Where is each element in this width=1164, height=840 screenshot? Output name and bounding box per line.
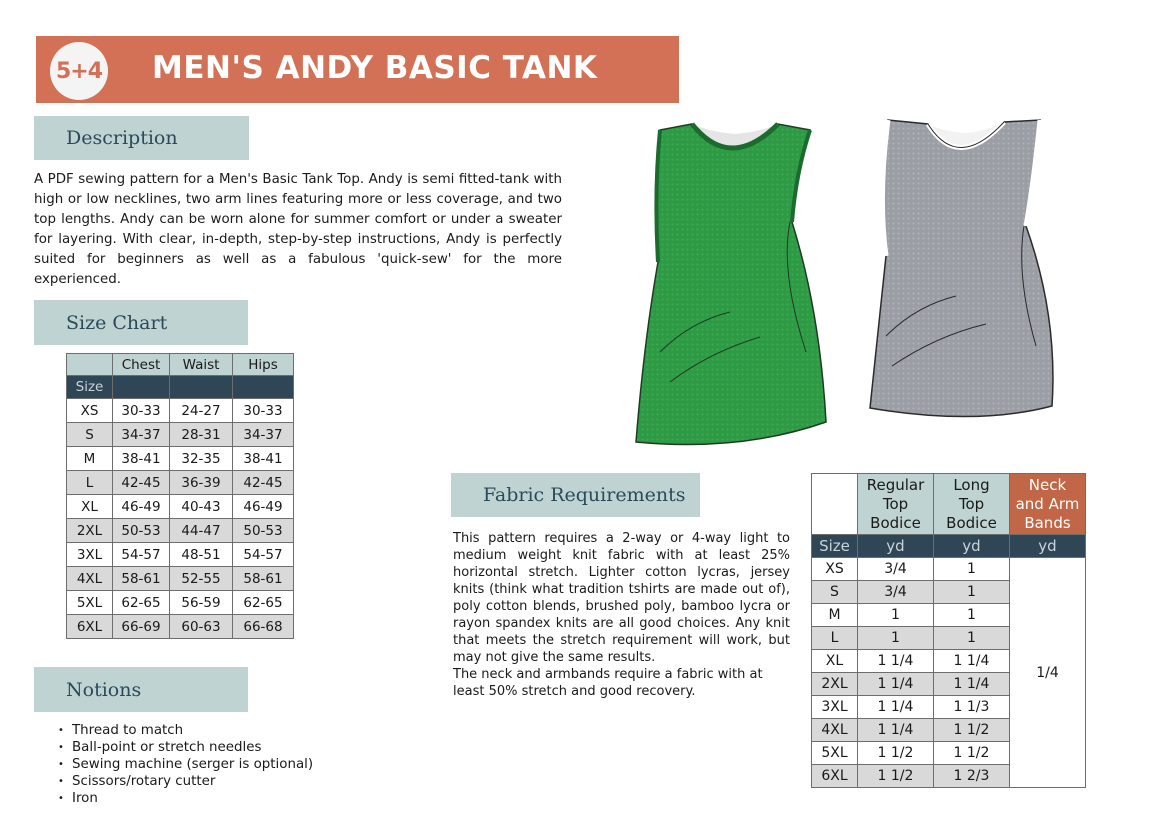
unit-label: yd (858, 535, 934, 558)
table-row (812, 558, 1086, 581)
table-row (67, 423, 294, 447)
waist-cell: 44-47 (170, 519, 233, 543)
unit-label: yd (934, 535, 1010, 558)
green-tank-illustration (630, 112, 830, 448)
regular-cell: 3/4 (858, 558, 934, 581)
table-row (67, 591, 294, 615)
chest-cell: 58-61 (113, 567, 170, 591)
long-cell: 1 1/2 (934, 719, 1010, 742)
waist-cell: 60-63 (170, 615, 233, 639)
hips-cell: 50-53 (233, 519, 294, 543)
table-row (67, 399, 294, 423)
hips-cell: 30-33 (233, 399, 294, 423)
fabric-requirements-heading: Fabric Requirements (451, 473, 700, 517)
header-line: Bands (1024, 513, 1071, 532)
regular-cell: 1 (858, 627, 934, 650)
regular-cell: 1 1/4 (858, 650, 934, 673)
unit-row (812, 535, 1086, 558)
table-row (67, 567, 294, 591)
logo-text: 5+4 (55, 58, 103, 84)
table-row (67, 543, 294, 567)
page-title: MEN'S ANDY BASIC TANK (152, 50, 598, 86)
list-item: • Thread to match (56, 722, 313, 739)
table-row (67, 495, 294, 519)
long-cell: 1 1/2 (934, 742, 1010, 765)
waist-cell: 32-35 (170, 447, 233, 471)
header-line: Top (882, 494, 909, 513)
waist-cell: 40-43 (170, 495, 233, 519)
size-chart-table (66, 353, 294, 639)
hips-cell: 62-65 (233, 591, 294, 615)
fabric-paragraph: This pattern requires a 2-way or 4-way light to medium weight knit fabric with at least 25% horizontal stretch. Lighter cotton lycras, jersey knits (think what tradition tshirts are made out of), poly cotton blends, brushed poly, bamboo lycra or rayon spandex knits are all good choices. Any knit that meets the stretch requirement will work, but may not give the same results. (453, 531, 790, 665)
description-heading: Description (34, 116, 249, 160)
long-cell: 1 1/4 (934, 650, 1010, 673)
regular-cell: 1 1/4 (858, 673, 934, 696)
size-label: Size (67, 376, 113, 399)
size-cell: M (812, 604, 858, 627)
column-header: Hips (233, 354, 294, 376)
waist-cell: 36-39 (170, 471, 233, 495)
table-row (67, 447, 294, 471)
size-cell: L (67, 471, 113, 495)
header-line: Long (953, 475, 990, 494)
size-cell: 4XL (67, 567, 113, 591)
table-header-row (67, 354, 294, 376)
long-cell: 1 (934, 558, 1010, 581)
long-cell: 1 (934, 627, 1010, 650)
waist-cell: 56-59 (170, 591, 233, 615)
list-item: • Ball-point or stretch needles (56, 739, 313, 756)
chest-cell: 30-33 (113, 399, 170, 423)
regular-cell: 1 1/2 (858, 742, 934, 765)
description-text-block (34, 170, 562, 290)
table-cell (67, 354, 113, 376)
waist-cell: 48-51 (170, 543, 233, 567)
size-cell: 5XL (67, 591, 113, 615)
long-cell: 1 (934, 581, 1010, 604)
hips-cell: 38-41 (233, 447, 294, 471)
size-cell: XS (67, 399, 113, 423)
size-cell: XL (812, 650, 858, 673)
chest-cell: 66-69 (113, 615, 170, 639)
size-cell: 6XL (67, 615, 113, 639)
chest-cell: 50-53 (113, 519, 170, 543)
hips-cell: 34-37 (233, 423, 294, 447)
grey-tank-illustration (866, 116, 1066, 424)
long-cell: 1 1/3 (934, 696, 1010, 719)
header-line: Neck (1028, 475, 1067, 494)
size-cell: 2XL (67, 519, 113, 543)
fabric-paragraph: The neck and armbands require a fabric with at least 50% stretch and good recovery. (453, 667, 763, 699)
size-cell: L (812, 627, 858, 650)
size-cell: 4XL (812, 719, 858, 742)
size-cell: XS (812, 558, 858, 581)
long-top-header (934, 474, 1010, 535)
regular-cell: 1 1/4 (858, 696, 934, 719)
hips-cell: 42-45 (233, 471, 294, 495)
regular-cell: 1 1/2 (858, 765, 934, 788)
regular-cell: 3/4 (858, 581, 934, 604)
header-line: and Arm (1015, 494, 1080, 513)
tank-body (870, 120, 1053, 417)
bands-header (1010, 474, 1086, 535)
column-header: Chest (113, 354, 170, 376)
long-cell: 1 1/4 (934, 673, 1010, 696)
table-row (67, 615, 294, 639)
size-chart-heading: Size Chart (34, 300, 248, 345)
chest-cell: 34-37 (113, 423, 170, 447)
chest-cell: 62-65 (113, 591, 170, 615)
header-line: Top (958, 494, 985, 513)
waist-cell: 24-27 (170, 399, 233, 423)
chest-cell: 46-49 (113, 495, 170, 519)
size-cell: XL (67, 495, 113, 519)
regular-cell: 1 (858, 604, 934, 627)
long-cell: 1 (934, 604, 1010, 627)
header-line: Bodice (946, 513, 997, 532)
long-cell: 1 2/3 (934, 765, 1010, 788)
header-line: Regular (866, 475, 925, 494)
regular-top-header (858, 474, 934, 535)
table-row (67, 519, 294, 543)
hips-cell: 46-49 (233, 495, 294, 519)
chest-cell: 54-57 (113, 543, 170, 567)
size-cell: S (812, 581, 858, 604)
waist-cell: 28-31 (170, 423, 233, 447)
notions-heading: Notions (34, 667, 248, 712)
size-cell: M (67, 447, 113, 471)
size-label-row (67, 376, 294, 399)
list-item: • Scissors/rotary cutter (56, 773, 313, 790)
size-cell: 2XL (812, 673, 858, 696)
bands-cell: 1/4 (1010, 558, 1086, 788)
table-header-row (812, 474, 1086, 535)
column-header: Waist (170, 354, 233, 376)
header-line: Bodice (870, 513, 921, 532)
chest-cell: 42-45 (113, 471, 170, 495)
size-cell: 3XL (67, 543, 113, 567)
size-cell: S (67, 423, 113, 447)
hips-cell: 54-57 (233, 543, 294, 567)
notions-list (56, 722, 313, 807)
list-item: • Iron (56, 790, 313, 807)
unit-label: yd (1010, 535, 1086, 558)
fabric-text-block (453, 530, 790, 700)
waist-cell: 52-55 (170, 567, 233, 591)
chest-cell: 38-41 (113, 447, 170, 471)
hips-cell: 58-61 (233, 567, 294, 591)
hips-cell: 66-68 (233, 615, 294, 639)
list-item: • Sewing machine (serger is optional) (56, 756, 313, 773)
size-cell: 3XL (812, 696, 858, 719)
description-text: A PDF sewing pattern for a Men's Basic Tank Top. Andy is semi fitted-tank with high or low necklines, two arm lines featuring more or less coverage, and two top lengths. Andy can be worn alone for summer comfort or under a sweater for layering. With clear, in-depth, step-by-step instructions, Andy is perfectly suited for beginners as well as a fabulous 'quick-sew' for the more experienced. (34, 172, 562, 287)
regular-cell: 1 1/4 (858, 719, 934, 742)
size-cell: 6XL (812, 765, 858, 788)
fabric-requirements-table (811, 473, 1086, 788)
size-cell: 5XL (812, 742, 858, 765)
size-label: Size (812, 535, 858, 558)
table-row (67, 471, 294, 495)
brand-logo (50, 42, 108, 100)
